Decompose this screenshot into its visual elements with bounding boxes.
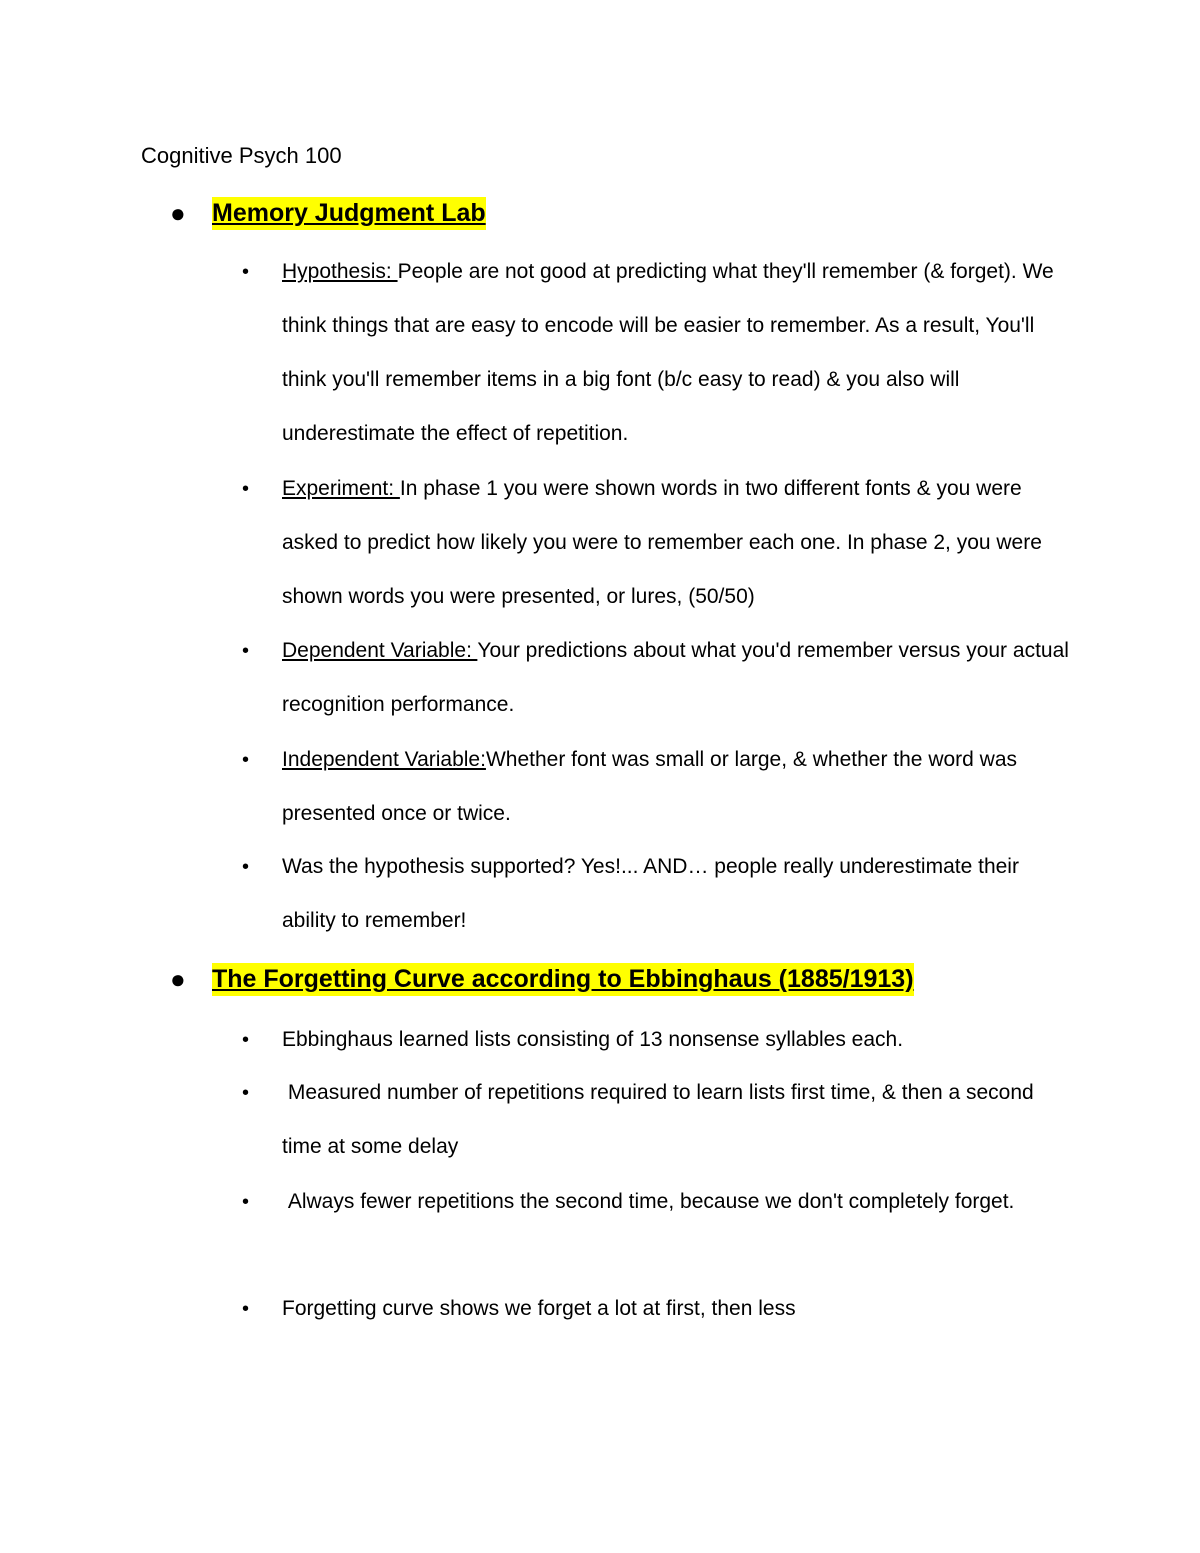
section-heading xyxy=(0,961,1200,997)
list-item-text xyxy=(282,1066,1072,1174)
section-heading-text xyxy=(212,961,914,997)
item-label: Experiment: xyxy=(282,477,400,500)
bullet-icon: ● xyxy=(170,964,186,994)
list-item-text xyxy=(282,1282,1072,1336)
bullet-icon: • xyxy=(242,261,250,283)
item-body: In phase 1 you were shown words in two different fonts & you were asked to predict how likely you were to remember each one. In phase 2, you were shown words you were presented, or lures, (50/50) xyxy=(282,477,1042,608)
section-heading-text xyxy=(212,195,486,231)
bullet-icon: ● xyxy=(170,198,186,228)
document-title: Cognitive Psych 100 xyxy=(141,143,342,168)
list-item-text xyxy=(282,840,1072,948)
bullet-icon: • xyxy=(242,1191,250,1213)
list-item-text xyxy=(282,1013,1072,1067)
item-label: Independent Variable: xyxy=(282,748,486,771)
list-item-text xyxy=(282,733,1072,841)
item-body: Your predictions about what you'd remember versus your actual recognition performance. xyxy=(282,639,1069,716)
bullet-icon: • xyxy=(242,478,250,500)
list-item-text xyxy=(282,1175,1072,1229)
bullet-icon: • xyxy=(242,749,250,771)
item-body: Forgetting curve shows we forget a lot at first, then less xyxy=(282,1297,796,1320)
item-body: Measured number of repetitions required to learn lists first time, & then a second time at some delay xyxy=(282,1081,1040,1158)
bullet-icon: • xyxy=(242,1082,250,1104)
bullet-icon: • xyxy=(242,640,250,662)
item-body: Was the hypothesis supported? Yes!... AND… people really underestimate their ability to remember! xyxy=(282,855,1019,932)
highlighted-heading: The Forgetting Curve according to Ebbinghaus (1885/1913) xyxy=(212,963,914,996)
list-item-text xyxy=(282,462,1072,624)
bullet-icon: • xyxy=(242,1298,250,1320)
list-item-text xyxy=(282,624,1072,732)
item-body: People are not good at predicting what they'll remember (& forget). We think things that are easy to encode will be easier to remember. As a result, You'll think you'll remember items in a big font (b/c easy to read) & you also will underestimate the effect of repetition. xyxy=(282,260,1054,445)
item-label: Dependent Variable: xyxy=(282,639,478,662)
item-body: Whether font was small or large, & whether the word was presented once or twice. xyxy=(282,748,1018,825)
bullet-icon: • xyxy=(242,1029,250,1051)
list-item-text xyxy=(282,245,1072,461)
item-label: Hypothesis: xyxy=(282,260,398,283)
item-body: Always fewer repetitions the second time, because we don't completely forget. xyxy=(282,1190,1015,1213)
bullet-icon: • xyxy=(242,856,250,878)
highlighted-heading: Memory Judgment Lab xyxy=(212,197,486,230)
section-heading xyxy=(0,195,1200,231)
item-body: Ebbinghaus learned lists consisting of 13 nonsense syllables each. xyxy=(282,1028,904,1051)
